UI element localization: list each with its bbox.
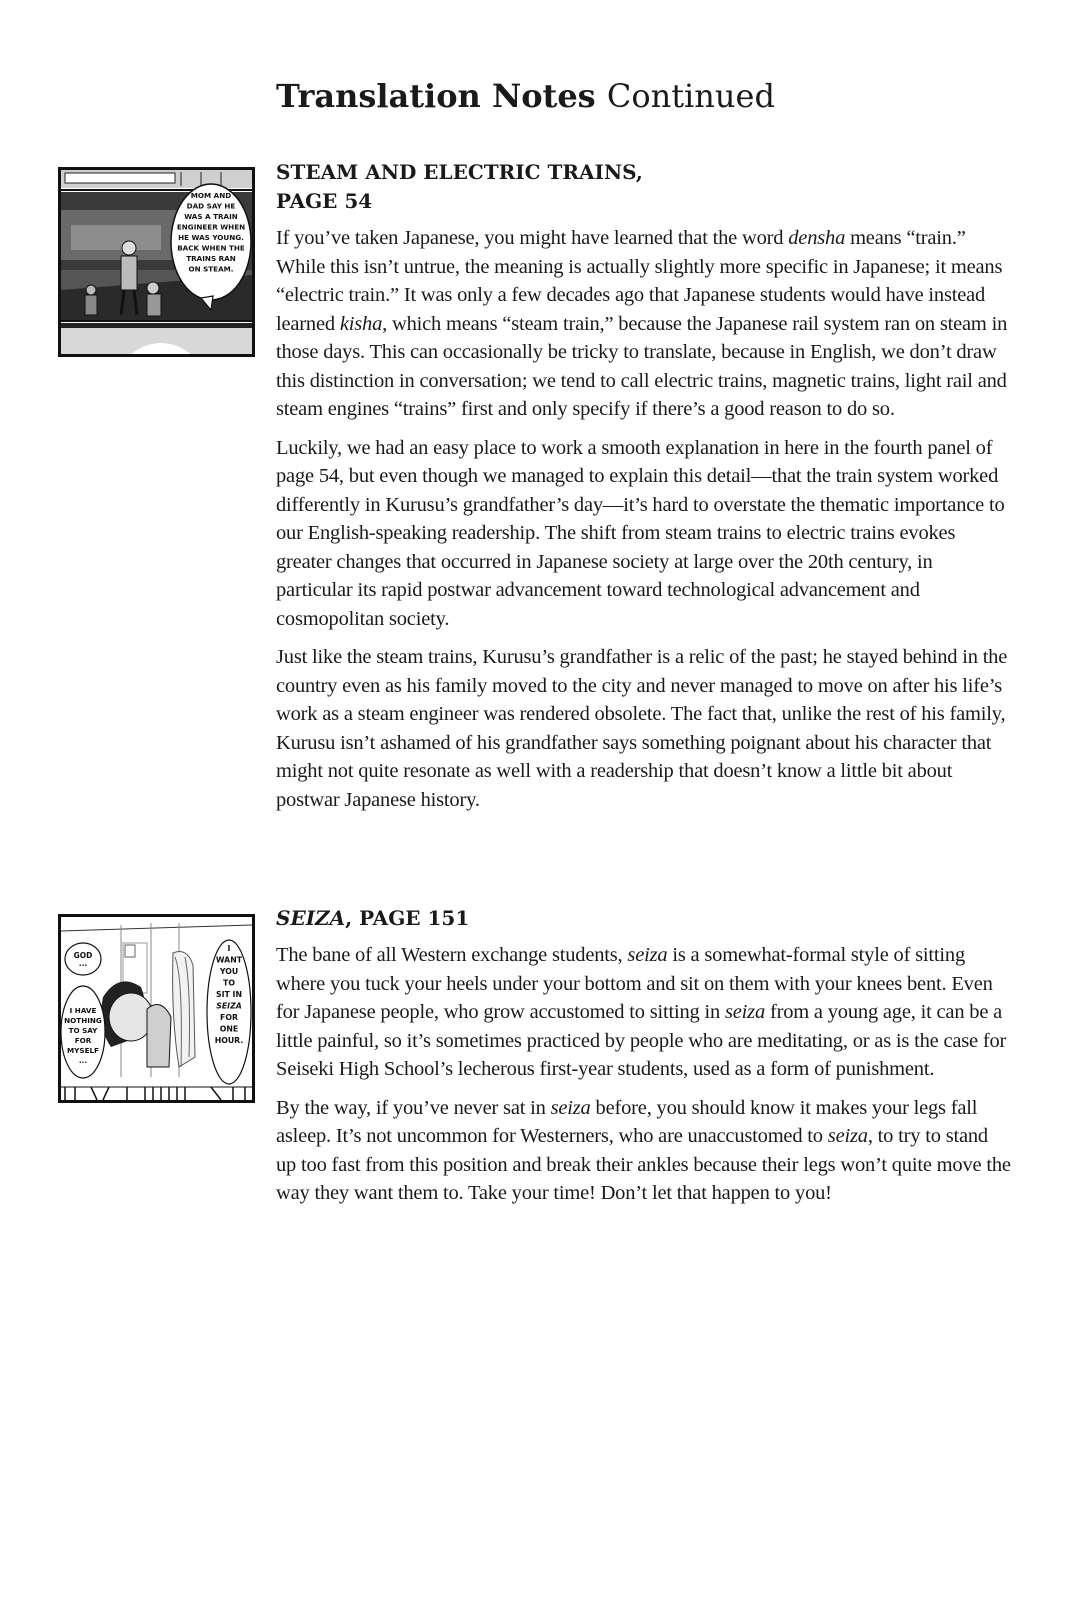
speech-bubble-text: SIT IN [216,990,242,999]
section-seiza [276,904,1011,1218]
speech-bubble-text: NOTHING [64,1016,102,1025]
italic-term: seiza [627,944,668,966]
italic-term: seiza [725,1001,766,1023]
page-title-main: Translation Notes [276,77,596,115]
manga-panel-seiza [58,914,255,1103]
section-steam-trains [276,158,1011,824]
speech-bubble-text: WAS A TRAIN [184,212,238,221]
paragraph: By the way, if you’ve never sat in seiza before, you should know it makes your legs fall asleep. It’s not uncommon for Westerners, who are unaccustomed to seiza, to try to stand up too fast from this position and break their ankles because their legs won’t quite move the way they want them to. Take your time! Don’t let that happen to you! [276,1096,1011,1204]
speech-bubble-text: HE WAS YOUNG. [178,233,244,242]
speech-bubble-text: DAD SAY HE [186,201,236,211]
speech-bubble-text: ONE [219,1024,239,1034]
speech-bubble-text: MOM AND [190,191,232,200]
manga-panel-seiza-art [61,917,252,1100]
speech-bubble-text: FOR [74,1036,92,1045]
paragraph: Luckily, we had an easy place to work a smooth explanation in here in the fourth panel of page 54, but even though we managed to explain this detail—that the train system worked differently in Kurusu’s grandfather’s day—it’s hard to overstate the thematic importance to our English-speaking readership. The shift from steam trains to electric trains evokes greater changes that occurred in Japanese society at large over the 20th century, in particular its rapid postwar advancement toward technological advancement and cosmopolitan society. [276,436,1005,630]
speech-bubble-text: MYSELF [67,1046,99,1055]
section-heading-steam-trains [276,158,1011,216]
speech-bubble-text: TO SAY [68,1026,98,1035]
section-heading-seiza [276,904,1011,933]
speech-bubble-text: BACK WHEN THE [177,243,245,253]
manga-panel-steam-trains-art [61,170,252,354]
speech-bubble-text: TRAINS RAN [186,254,236,263]
italic-term: seiza [550,1096,591,1119]
section-heading-line2: PAGE 54 [276,189,373,213]
paragraph: Just like the steam trains, Kurusu’s grandfather is a relic of the past; he stayed behind in the country even as his family moved to the city and never managed to move on after his life’s work as a steam engineer was rendered obsolete. The fact that, unlike the rest of his family, Kurusu isn’t ashamed of his grandfather says something poignant about his character that might not quite resonate as well with a readership that doesn’t know a little bit about postwar Japanese history. [276,646,1008,811]
section-heading-line1: STEAM AND ELECTRIC TRAINS, [276,160,643,184]
speech-bubble-text: ENGINEER WHEN [176,222,246,232]
speech-bubble-text: SEIZA [216,1001,242,1011]
speech-bubble-text: YOU [219,967,239,976]
speech-bubble-text: ON STEAM. [188,264,234,274]
speech-bubble-text: WANT [215,955,243,965]
speech-bubble-text: GOD [73,951,93,960]
italic-term: kisha [339,312,383,335]
speech-bubble-text: TO [223,978,235,988]
page-title-continued: Continued [606,77,775,115]
section-heading-italic: SEIZA [276,906,346,930]
speech-bubble-text: HOUR. [214,1036,244,1045]
italic-term: densha [788,227,846,249]
speech-bubble-text: I HAVE [69,1006,97,1015]
italic-term: seiza [827,1125,868,1147]
paragraph: The bane of all Western exchange students, seiza is a somewhat-formal style of sitting where you tuck your heels under your bottom and sit on them with your knees bent. Even for Japanese people, who grow accustomed to sitting in seiza from a young age, it can be a little painful, so it’s sometimes practiced by people who are meditating, or as is the case for Seiseki High School’s lecherous first-year students, used as a form of punishment. [276,944,1007,1080]
paragraph: If you’ve taken Japanese, you might have learned that the word densha means “train.” While this isn’t untrue, the meaning is actually slightly more specific in Japanese; it means “electric train.” It was only a few decades ago that Japanese students would have instead learned kisha, which means “steam train,” because the Japanese rail system ran on steam in those days. This can occasionally be tricky to translate, because in English, we don’t draw this distinction in conversation; we tend to call electric trains, magnetic trains, light rail and steam engines “trains” first and only specify if there’s a good reason to do so. [276,227,1008,420]
manga-panel-steam-trains [58,167,255,357]
speech-bubble-text: FOR [220,1013,238,1022]
speech-bubble-text: ... [78,1056,88,1065]
section-heading-rest: , PAGE 151 [345,906,470,930]
speech-bubble-text: ... [78,959,88,968]
speech-bubble-text: I [227,944,231,953]
page-title [276,74,775,118]
